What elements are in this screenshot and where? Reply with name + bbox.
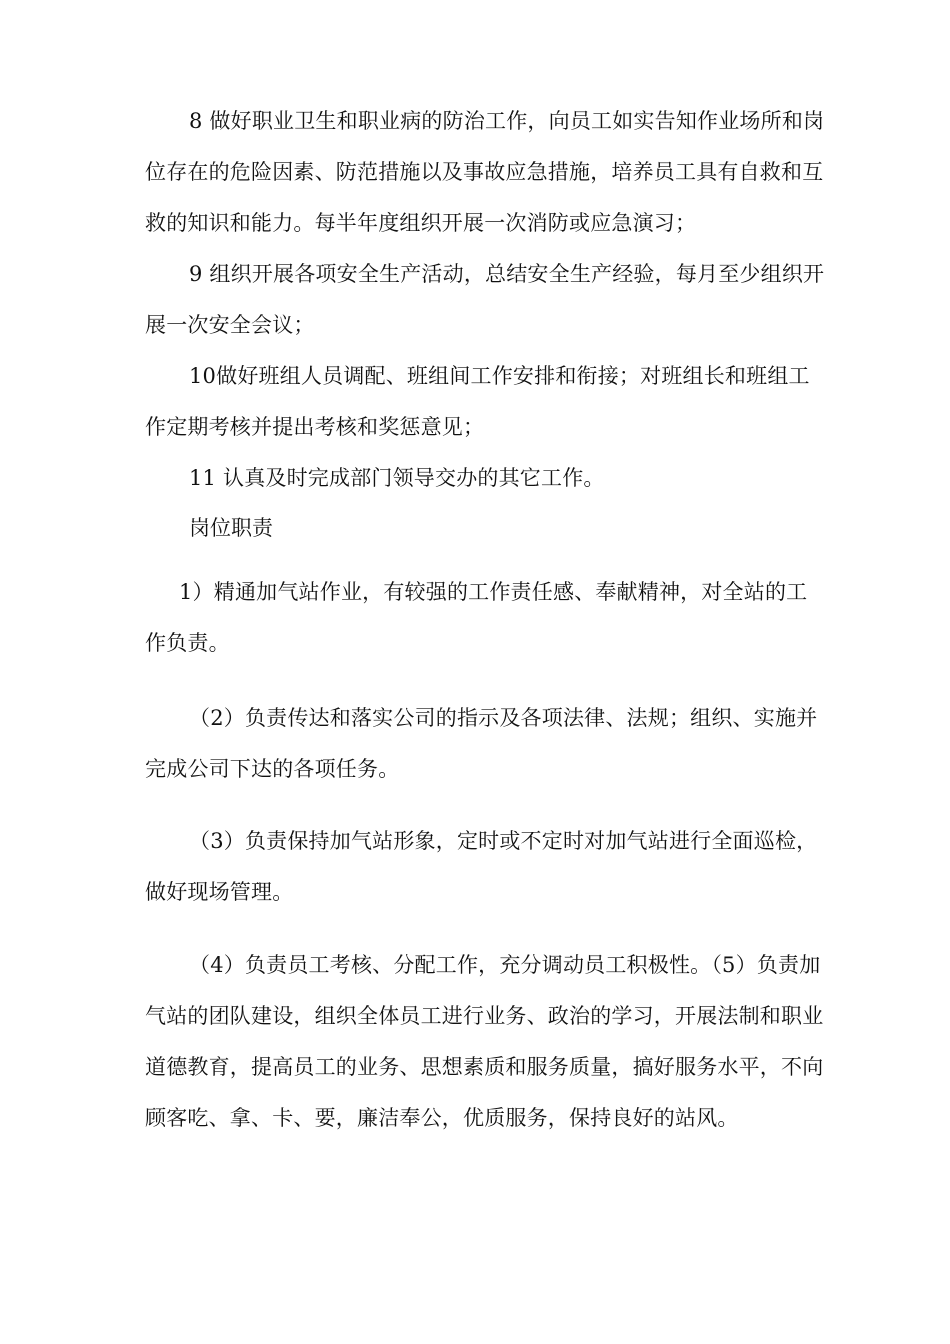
paragraph-item-9: 9 组织开展各项安全生产活动，总结安全生产经验，每月至少组织开展一次安全会议； bbox=[145, 262, 825, 337]
duty-item-1: 1）精通加气站作业，有较强的工作责任感、奉献精神，对全站的工作负责。 bbox=[145, 580, 808, 655]
duty-item-2: （2）负责传达和落实公司的指示及各项法律、法规；组织、实施并完成公司下达的各项任务。 bbox=[145, 706, 818, 781]
section-heading: 岗位职责 bbox=[189, 516, 273, 540]
paragraph-item-8: 8 做好职业卫生和职业病的防治工作，向员工如实告知作业场所和岗位存在的危险因素、防范措施以及事故应急措施，培养员工具有自救和互救的知识和能力。每半年度组织开展一次消防或应急演习； bbox=[145, 109, 825, 235]
paragraph-item-10: 10做好班组人员调配、班组间工作安排和衔接；对班组长和班组工作定期考核并提出考核和奖惩意见； bbox=[145, 364, 810, 439]
duty-item-4-5: （4）负责员工考核、分配工作，充分调动员工积极性。（5）负责加气站的团队建设，组织全体员工进行业务、政治的学习，开展法制和职业道德教育，提高员工的业务、思想素质和服务质量，搞好服务水平，不向顾客吃、拿、卡、要，廉洁奉公，优质服务，保持良好的站风。 bbox=[145, 953, 824, 1130]
duty-item-3: （3）负责保持加气站形象，定时或不定时对加气站进行全面巡检，做好现场管理。 bbox=[145, 829, 818, 904]
paragraph-item-11: 11 认真及时完成部门领导交办的其它工作。 bbox=[189, 466, 605, 490]
